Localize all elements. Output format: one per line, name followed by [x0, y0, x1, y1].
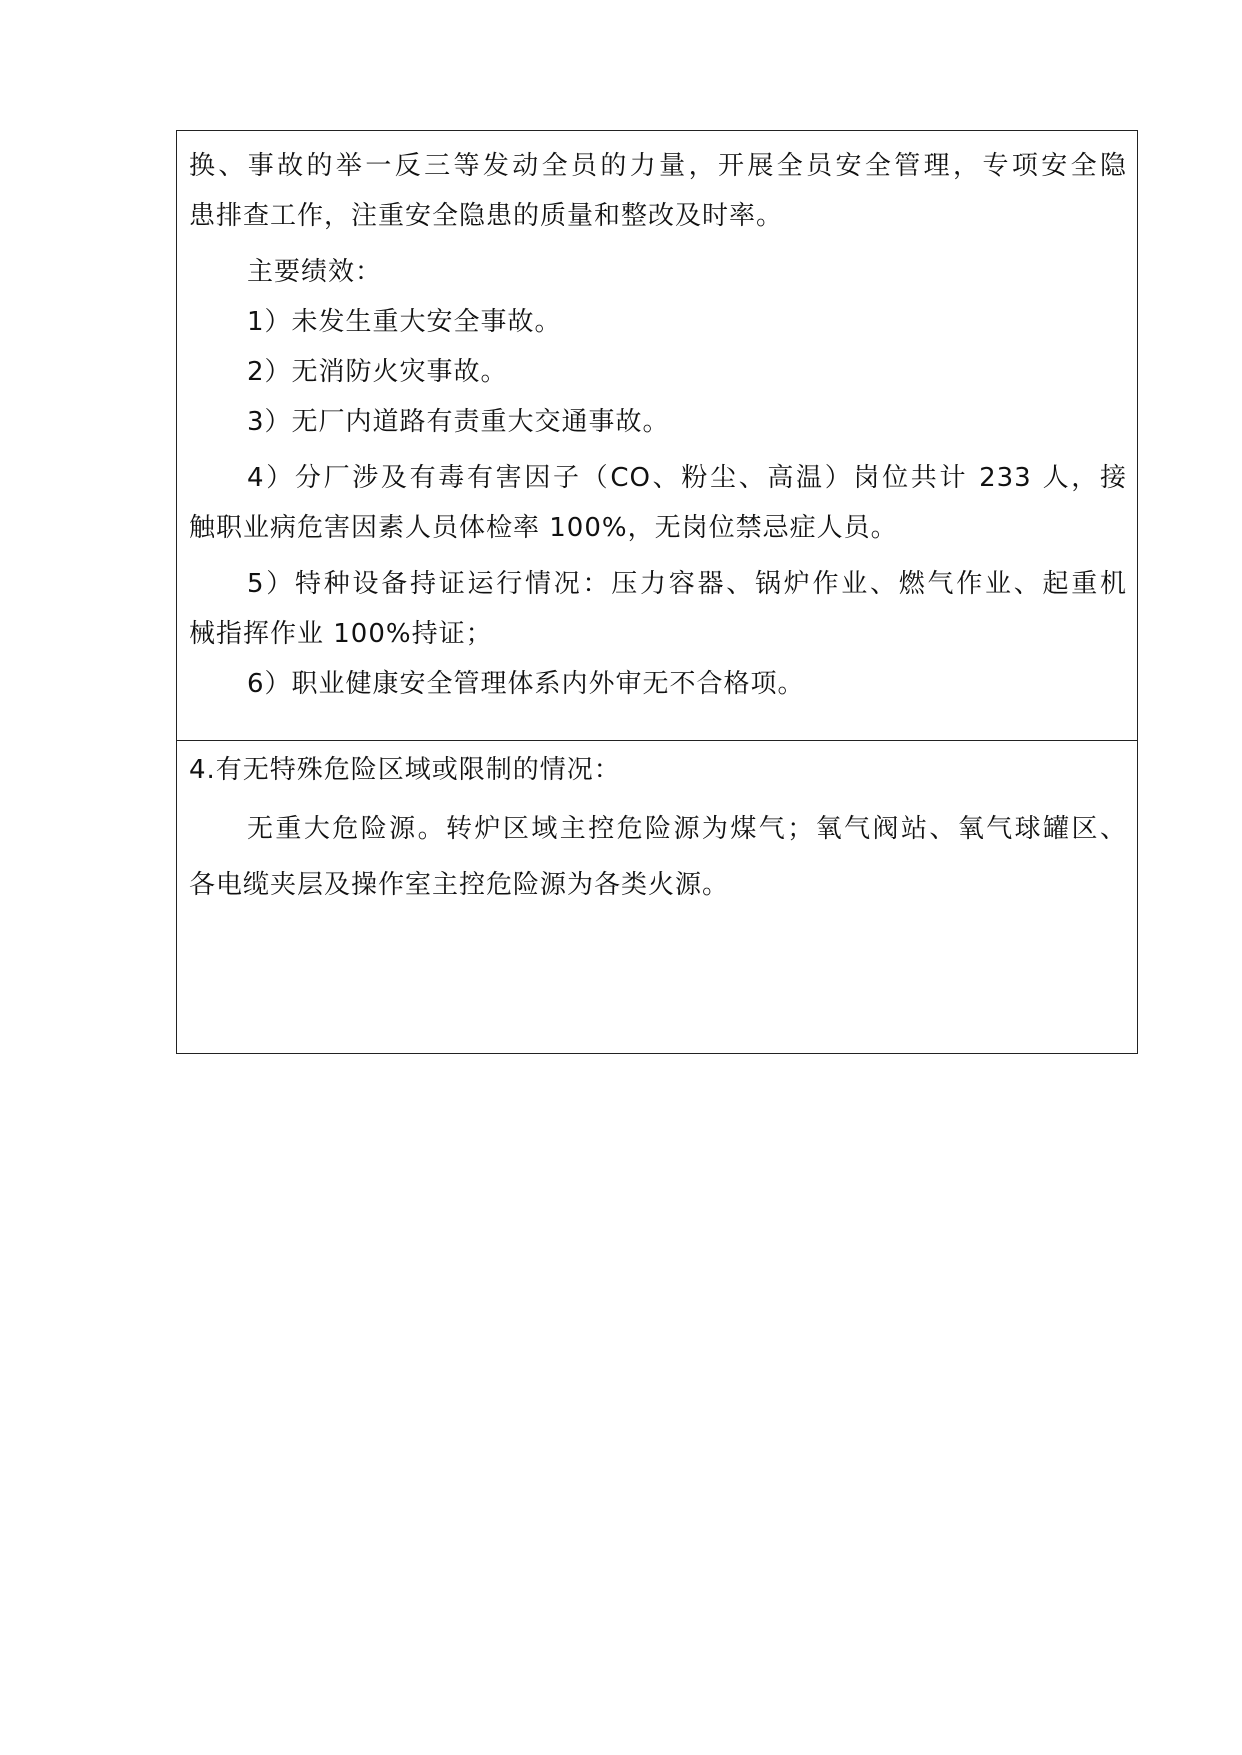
continuation-line-1: 换、事故的举一反三等发动全员的力量，开展全员安全管理，专项安全隐	[189, 151, 1127, 181]
performance-item-6: 6）职业健康安全管理体系内外审无不合格项。	[247, 669, 805, 699]
performance-item-4-line-2: 触职业病危害因素人员体检率 100%，无岗位禁忌症人员。	[189, 513, 898, 543]
hazard-section-heading: 4.有无特殊危险区域或限制的情况：	[189, 755, 621, 785]
hazard-area-cell	[177, 741, 1137, 1053]
performance-item-5-line-1: 5）特种设备持证运行情况：压力容器、锅炉作业、燃气作业、起重机	[247, 569, 1127, 599]
document-table	[176, 130, 1138, 1054]
continuation-line-2: 患排查工作，注重安全隐患的质量和整改及时率。	[189, 201, 784, 231]
hazard-body-line-2: 各电缆夹层及操作室主控危险源为各类火源。	[189, 870, 730, 900]
performance-item-2: 2）无消防火灾事故。	[247, 357, 508, 387]
performance-item-3: 3）无厂内道路有责重大交通事故。	[247, 407, 670, 437]
performance-item-4-line-1: 4）分厂涉及有毒有害因子（CO、粉尘、高温）岗位共计 233 人，接	[247, 463, 1127, 493]
performance-item-1: 1）未发生重大安全事故。	[247, 307, 562, 337]
performance-cell	[177, 131, 1137, 741]
hazard-body-line-1: 无重大危险源。转炉区域主控危险源为煤气；氧气阀站、氧气球罐区、	[247, 814, 1127, 844]
performance-heading: 主要绩效：	[247, 257, 383, 287]
performance-item-5-line-2: 械指挥作业 100%持证；	[189, 619, 493, 649]
